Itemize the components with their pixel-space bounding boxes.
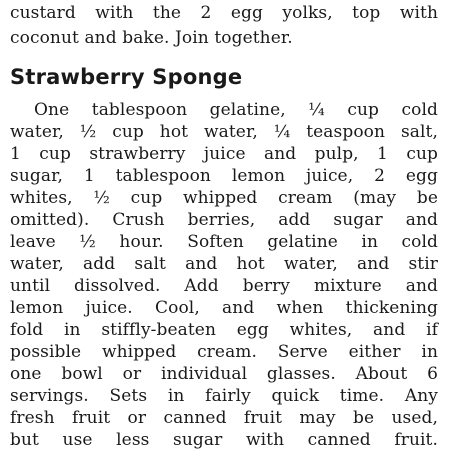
- previous-text-line: custard with the 2 egg yolks, top with: [10, 3, 438, 23]
- recipe-line: but use less sugar with canned fruit.: [10, 430, 438, 450]
- recipe-line: omitted). Crush berries, add sugar and: [10, 210, 438, 230]
- recipe-line: One tablespoon gelatine, ¼ cup cold: [34, 100, 438, 120]
- recipe-line: water, ½ cup hot water, ¼ teaspoon salt,: [10, 122, 438, 142]
- recipe-line: one bowl or individual glasses. About 6: [10, 364, 438, 384]
- recipe-line: servings. Sets in fairly quick time. Any: [10, 386, 438, 406]
- previous-text-line: coconut and bake. Join together.: [10, 28, 293, 48]
- recipe-title: Strawberry Sponge: [10, 65, 243, 89]
- recipe-line: leave ½ hour. Soften gelatine in cold: [10, 232, 438, 252]
- recipe-line: water, add salt and hot water, and stir: [10, 254, 438, 274]
- recipe-line: 1 cup strawberry juice and pulp, 1 cup: [10, 144, 438, 164]
- recipe-line: whites, ½ cup whipped cream (may be: [10, 188, 438, 208]
- recipe-line: lemon juice. Cool, and when thickening: [10, 298, 438, 318]
- recipe-line: fresh fruit or canned fruit may be used,: [10, 408, 438, 428]
- recipe-line: sugar, 1 tablespoon lemon juice, 2 egg: [10, 166, 438, 186]
- recipe-line: fold in stiffly-beaten egg whites, and if: [10, 320, 438, 340]
- recipe-line: until dissolved. Add berry mixture and: [10, 276, 438, 296]
- recipe-line: possible whipped cream. Serve either in: [10, 342, 438, 362]
